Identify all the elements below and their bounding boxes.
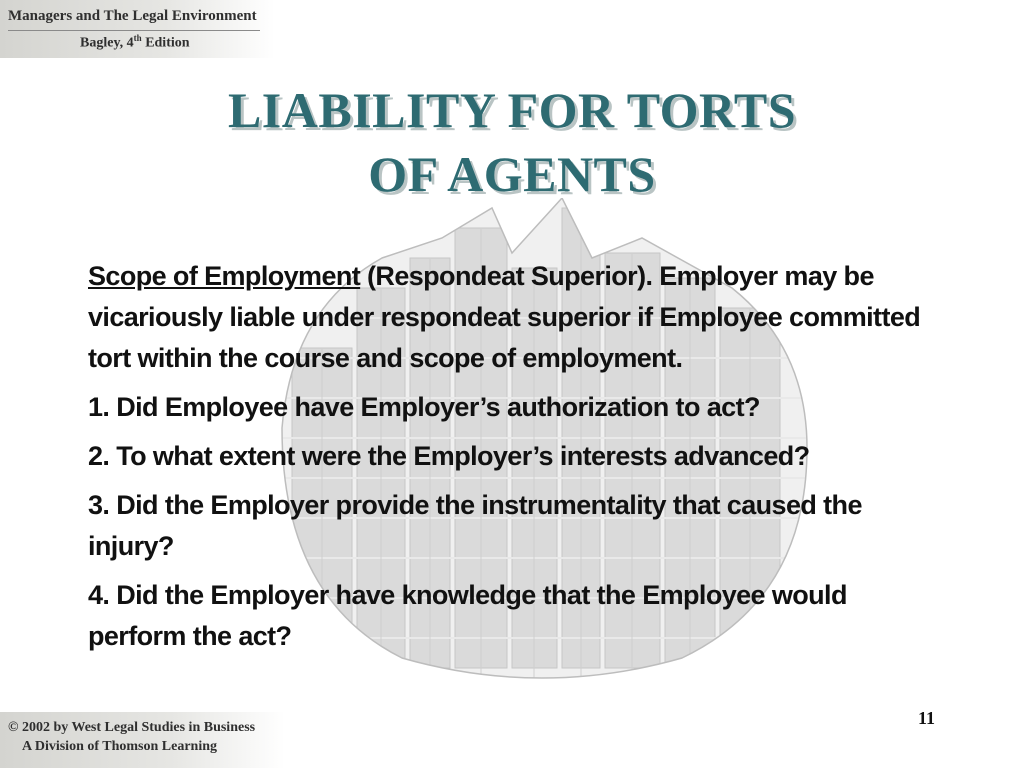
page-number: 11 [918,708,936,728]
intro-text: (Respondeat Superior). Employer may be vicariously liable under respondeat superior if Employee committed tort within the course and scope of employment. [88,261,921,373]
course-title: Managers and The Legal Environment [8,8,257,24]
question-1: 1. Did Employee have Employer’s authorization to act? [88,392,760,422]
question-4: 4. Did the Employer have knowledge that the Employee would perform the act? [88,580,847,651]
edition-author: Bagley, 4 [80,35,134,51]
slide-title [0,78,1024,206]
course-header [0,0,275,58]
slide-title-line-1: LIABILITY FOR TORTS [227,82,797,138]
scope-of-employment-term: Scope of Employment [88,261,361,291]
slide-title-line-2: OF AGENTS [368,146,656,202]
edition-superscript: th [133,33,142,43]
copyright-notice: © 2002 by West Legal Studies in Business [8,720,256,735]
course-edition [80,33,190,52]
edition-label: Edition [141,35,190,51]
publisher-footer [0,712,285,768]
intro-paragraph [88,256,938,379]
question-3: 3. Did the Employer provide the instrumentality that caused the injury? [88,490,862,561]
header-divider [8,30,260,31]
question-2: 2. To what extent were the Employer’s interests advanced? [88,441,810,471]
publisher-division: A Division of Thomson Learning [22,739,218,754]
slide-body [88,256,938,665]
